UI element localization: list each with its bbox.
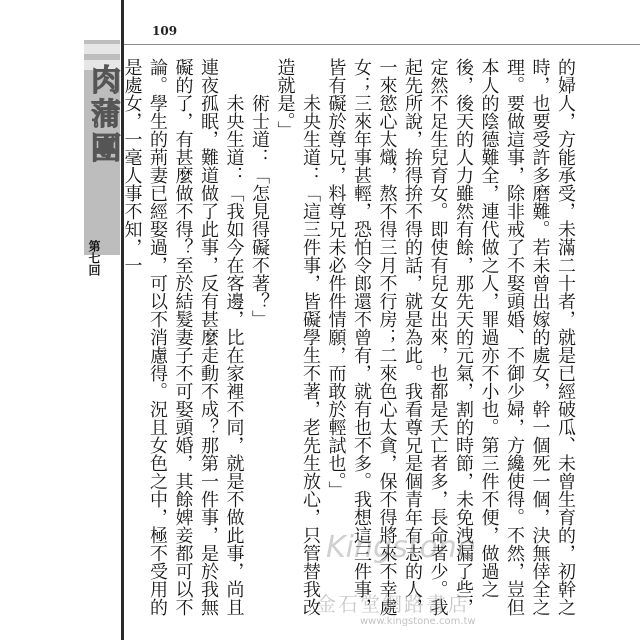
book-title: 肉蒲團 xyxy=(85,64,120,166)
side-title-banner xyxy=(84,40,120,255)
chapter-label: 第七回 xyxy=(87,240,101,276)
watermark-url: www.kingstone.com.tw xyxy=(360,616,476,627)
watermark-chinese: 金石堂網路書店 xyxy=(316,592,470,616)
paragraph: 未央生道：「這三件事，皆礙學生不著，老先生放心，只管替我改造就是。」 xyxy=(274,58,321,616)
header-rule xyxy=(124,44,640,45)
paragraph: 的婦人，方能承受，未滿二十者，就是已經破瓜、未曾生育的，初幹之時，也要受許多磨難。若未曾出嫁的處女，幹一個死一個，決無倖全之理。要做這事，除非戒了不娶頭婚、不御少婦，方纔使得。不然，豈但本人的陰德難全，連代做之人，罪過亦不小也。第三件不便，做過之後，後天的人力雖然有餘，那先天的元氣，割的時節，未免洩漏了些，定然不足生兒育女。即使有兒女出來，也都是夭亡者多，長命者少。我起先所說，拚得拚不得的話，就是為此。我看尊兄是個青年有志的人，一來慾心太熾，熬不得三月不行房；二來色心太貪，保不得將來不幸處女；三來年事甚輕，恐怕令郎還不曾有，就有也不多。我想這三件事，皆有礙於尊兄，料尊兄未必件件情願，而敢於輕試也。」 xyxy=(325,58,576,616)
paragraph: 術士道：「怎見得礙不著？」 xyxy=(249,94,270,328)
vertical-body-text xyxy=(121,58,578,618)
banner-band xyxy=(84,44,120,54)
paragraph: 未央生道：「我如今在客邊，比在家裡不同，就是不做此事，尚且連夜孤眠，難道做了此事，反有甚麼走動不成？那第一件事，是於我無礙的了，有甚麼做不得？至於結髮妻子不可娶頭婚，其餘婢妾都可以不論。學生的荊妻已經娶過，可以不消慮得。況且女色之中，極不受用的是處女，一毫人事不知，一 xyxy=(121,58,245,616)
watermark-brand: Kingstone xyxy=(326,530,476,565)
page-number: 109 xyxy=(152,24,178,38)
